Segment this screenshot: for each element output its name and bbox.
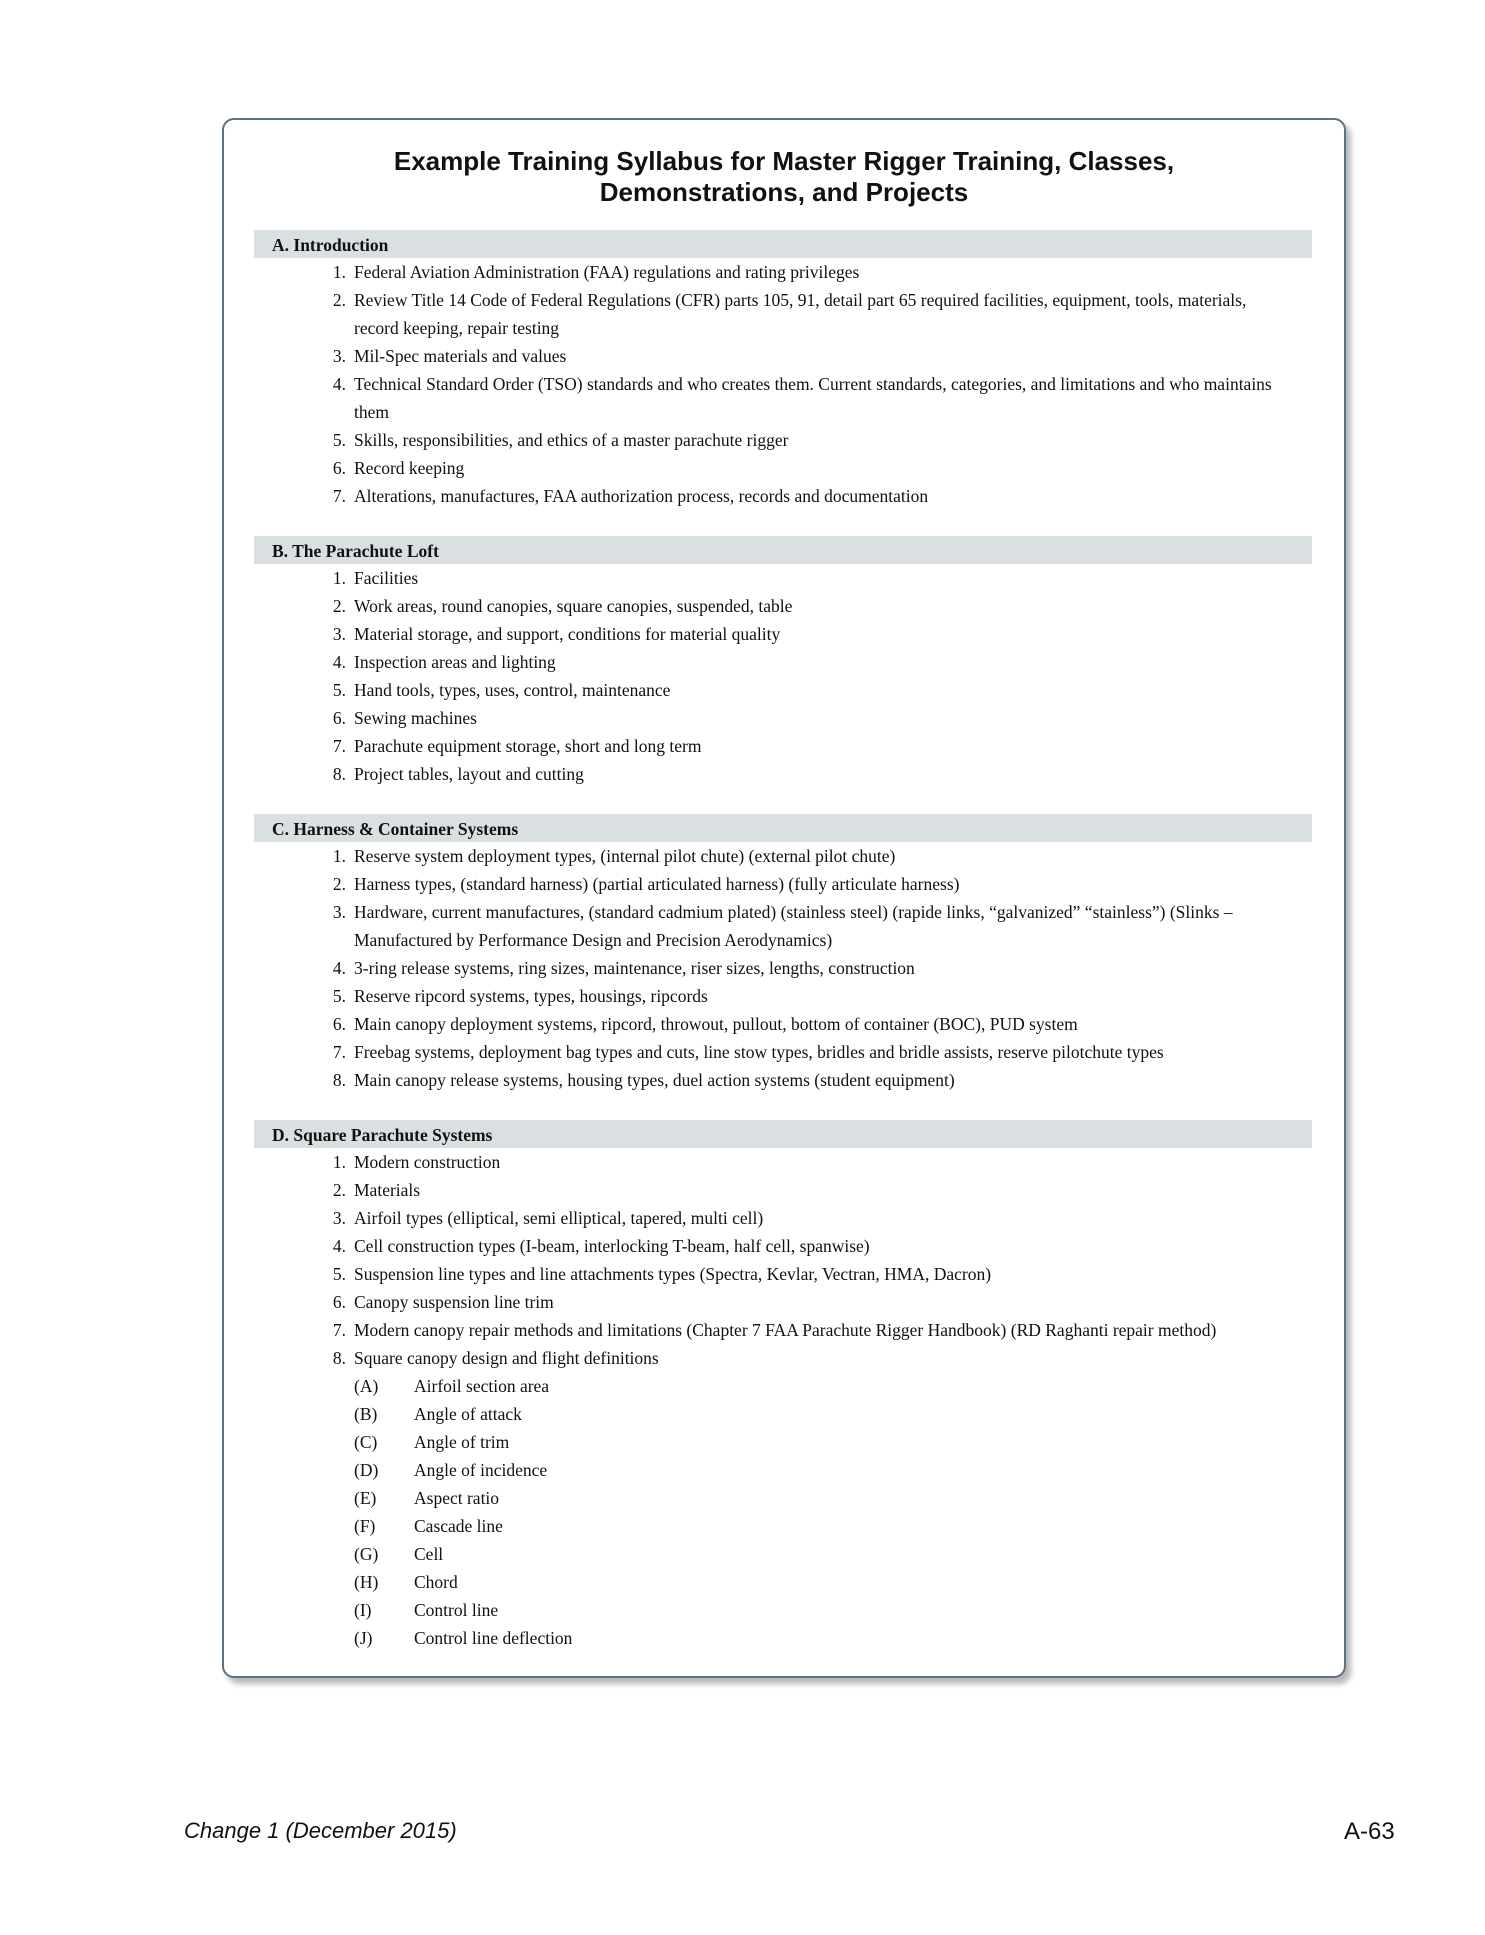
sub-item-text: Aspect ratio <box>414 1488 500 1508</box>
list-item <box>254 482 1312 510</box>
item-number: 7 . <box>316 732 346 760</box>
item-text: Hand tools, types, uses, control, maintenance <box>354 680 671 700</box>
list-item <box>254 1038 1312 1066</box>
item-number: 2 . <box>316 1176 346 1204</box>
sub-item-letter: (G) <box>354 1544 379 1564</box>
sub-item-text: Control line <box>414 1600 499 1620</box>
item-text: Alterations, manufactures, FAA authorization process, records and documentation <box>354 486 929 506</box>
sub-item-letter: (A) <box>354 1376 379 1396</box>
item-number: 5 . <box>316 426 346 454</box>
item-number: 1 . <box>316 564 346 592</box>
list-item <box>254 370 1312 426</box>
item-number: 3 . <box>316 1204 346 1232</box>
list-item <box>254 286 1312 342</box>
list-item <box>254 1204 1312 1232</box>
list-item <box>254 842 1312 870</box>
item-number: 8 . <box>316 760 346 788</box>
item-number: 3 . <box>316 898 346 926</box>
section-heading: D. Square Parachute Systems <box>254 1120 1312 1148</box>
list-item <box>254 342 1312 370</box>
sub-item-text: Angle of trim <box>414 1432 510 1452</box>
item-number: 7 . <box>316 1038 346 1066</box>
syllabus-section <box>254 1120 1312 1652</box>
syllabus-sections <box>254 230 1312 1678</box>
list-item <box>254 564 1312 592</box>
list-item <box>254 760 1312 788</box>
item-text: Cell construction types (I-beam, interlocking T-beam, half cell, spanwise) <box>354 1236 870 1256</box>
list-item <box>254 648 1312 676</box>
item-text: Reserve system deployment types, (internal pilot chute) (external pilot chute) <box>354 846 896 866</box>
list-item <box>254 1260 1312 1288</box>
list-item <box>254 258 1312 286</box>
sub-item-letter: (E) <box>354 1488 377 1508</box>
syllabus-section <box>254 536 1312 788</box>
item-number: 8 . <box>316 1344 346 1372</box>
sub-item-letter: (F) <box>354 1516 376 1536</box>
list-item <box>254 1232 1312 1260</box>
item-text: Suspension line types and line attachments types (Spectra, Kevlar, Vectran, HMA, Dacron) <box>354 1264 992 1284</box>
footer-change-note: Change 1 (December 2015) <box>184 1818 457 1843</box>
item-text: Materials <box>354 1180 421 1200</box>
item-text: Work areas, round canopies, square canopies, suspended, table <box>354 596 793 616</box>
item-text: Square canopy design and flight definitions <box>354 1348 659 1368</box>
item-text: Facilities <box>354 568 419 588</box>
item-text: Freebag systems, deployment bag types and cuts, line stow types, bridles and bridle assists, reserve pilotchute types <box>354 1042 1164 1062</box>
item-text: Mil-Spec materials and values <box>354 346 567 366</box>
title-line-2: Demonstrations, and Projects <box>599 177 969 207</box>
item-number: 6 . <box>316 704 346 732</box>
item-text: Federal Aviation Administration (FAA) regulations and rating privileges <box>354 262 860 282</box>
item-number: 6 . <box>316 1010 346 1038</box>
item-number: 4 . <box>316 370 346 398</box>
item-text: Airfoil types (elliptical, semi elliptical, tapered, multi cell) <box>354 1208 764 1228</box>
item-text: Harness types, (standard harness) (partial articulated harness) (fully articulate harness) <box>354 874 960 894</box>
sub-list-item <box>254 1456 1312 1484</box>
list-item <box>254 1176 1312 1204</box>
sub-item-letter: (I) <box>354 1600 372 1620</box>
list-item <box>254 870 1312 898</box>
sub-item-text: Angle of incidence <box>414 1460 548 1480</box>
item-number: 2 . <box>316 286 346 314</box>
sub-list-item <box>254 1372 1312 1400</box>
item-number: 7 . <box>316 482 346 510</box>
section-heading: A. Introduction <box>254 230 1312 258</box>
list-item <box>254 1344 1312 1372</box>
sub-item-text: Airfoil section area <box>414 1376 550 1396</box>
list-item <box>254 620 1312 648</box>
item-number: 4 . <box>316 648 346 676</box>
item-number: 3 . <box>316 342 346 370</box>
item-number: 6 . <box>316 1288 346 1316</box>
item-number: 5 . <box>316 982 346 1010</box>
section-heading: C. Harness & Container Systems <box>254 814 1312 842</box>
item-number: 3 . <box>316 620 346 648</box>
sub-item-text: Cell <box>414 1544 444 1564</box>
item-text: Parachute equipment storage, short and long term <box>354 736 702 756</box>
sub-list-item <box>254 1400 1312 1428</box>
item-number: 7 . <box>316 1316 346 1344</box>
item-text: Canopy suspension line trim <box>354 1292 554 1312</box>
item-text: Hardware, current manufactures, (standard cadmium plated) (stainless steel) (rapide links, “galvanized” “stainless”) (Slinks – Manufactured by Performance Design and Precision Aerodynamics) <box>354 902 1233 950</box>
item-text: Material storage, and support, conditions for material quality <box>354 624 781 644</box>
sub-item-letter: (D) <box>354 1460 379 1480</box>
sub-item-text: Angle of attack <box>414 1404 522 1424</box>
syllabus-panel <box>222 118 1346 1678</box>
item-number: 4 . <box>316 1232 346 1260</box>
list-item <box>254 426 1312 454</box>
list-item <box>254 454 1312 482</box>
item-text: Sewing machines <box>354 708 477 728</box>
sub-item-text: Cascade line <box>414 1516 503 1536</box>
list-item <box>254 1316 1312 1344</box>
syllabus-section <box>254 814 1312 1094</box>
list-item <box>254 982 1312 1010</box>
title-line-1: Example Training Syllabus for Master Rigger Training, Classes, <box>393 146 1175 176</box>
sub-item-letter: (H) <box>354 1572 379 1592</box>
item-text: 3-ring release systems, ring sizes, maintenance, riser sizes, lengths, construction <box>354 958 915 978</box>
item-text: Main canopy release systems, housing types, duel action systems (student equipment) <box>354 1070 955 1090</box>
sub-item-text: Chord <box>414 1572 458 1592</box>
item-text: Modern canopy repair methods and limitations (Chapter 7 FAA Parachute Rigger Handbook) (RD Raghanti repair method) <box>354 1320 1217 1340</box>
list-item <box>254 732 1312 760</box>
section-heading: B. The Parachute Loft <box>254 536 1312 564</box>
item-number: 5 . <box>316 1260 346 1288</box>
page-number: A-63 <box>1344 1818 1395 1845</box>
item-text: Technical Standard Order (TSO) standards and who creates them. Current standards, categories, and limitations and who maintains them <box>354 374 1272 422</box>
list-item <box>254 592 1312 620</box>
list-item <box>254 898 1312 954</box>
sub-list-item <box>254 1568 1312 1596</box>
syllabus-section <box>254 230 1312 510</box>
item-text: Review Title 14 Code of Federal Regulations (CFR) parts 105, 91, detail part 65 required facilities, equipment, tools, materials, record keeping, repair testing <box>354 290 1247 338</box>
item-text: Skills, responsibilities, and ethics of a master parachute rigger <box>354 430 789 450</box>
item-text: Modern construction <box>354 1152 501 1172</box>
item-number: 8 . <box>316 1066 346 1094</box>
sub-list-item <box>254 1596 1312 1624</box>
item-text: Project tables, layout and cutting <box>354 764 584 784</box>
item-number: 5 . <box>316 676 346 704</box>
item-number: 2 . <box>316 870 346 898</box>
list-item <box>254 1288 1312 1316</box>
sub-item-letter: (B) <box>354 1404 378 1424</box>
item-number: 1 . <box>316 258 346 286</box>
sub-list-item <box>254 1484 1312 1512</box>
sub-item-text: Control line deflection <box>414 1628 573 1648</box>
sub-item-letter: (C) <box>354 1432 378 1452</box>
list-item <box>254 1010 1312 1038</box>
item-number: 6 . <box>316 454 346 482</box>
list-item <box>254 676 1312 704</box>
list-item <box>254 704 1312 732</box>
item-number: 1 . <box>316 842 346 870</box>
item-text: Reserve ripcord systems, types, housings, ripcords <box>354 986 708 1006</box>
sub-item-letter: (J) <box>354 1628 373 1648</box>
list-item <box>254 954 1312 982</box>
item-number: 1 . <box>316 1148 346 1176</box>
item-text: Inspection areas and lighting <box>354 652 556 672</box>
sub-list-item <box>254 1540 1312 1568</box>
item-text: Record keeping <box>354 458 465 478</box>
sub-list-item <box>254 1428 1312 1456</box>
item-number: 2 . <box>316 592 346 620</box>
sub-list-item <box>254 1624 1312 1652</box>
page-title <box>224 146 1344 208</box>
item-number: 4 . <box>316 954 346 982</box>
list-item <box>254 1066 1312 1094</box>
list-item <box>254 1148 1312 1176</box>
sub-list-item <box>254 1512 1312 1540</box>
item-text: Main canopy deployment systems, ripcord, throwout, pullout, bottom of container (BOC), PUD system <box>354 1014 1078 1034</box>
